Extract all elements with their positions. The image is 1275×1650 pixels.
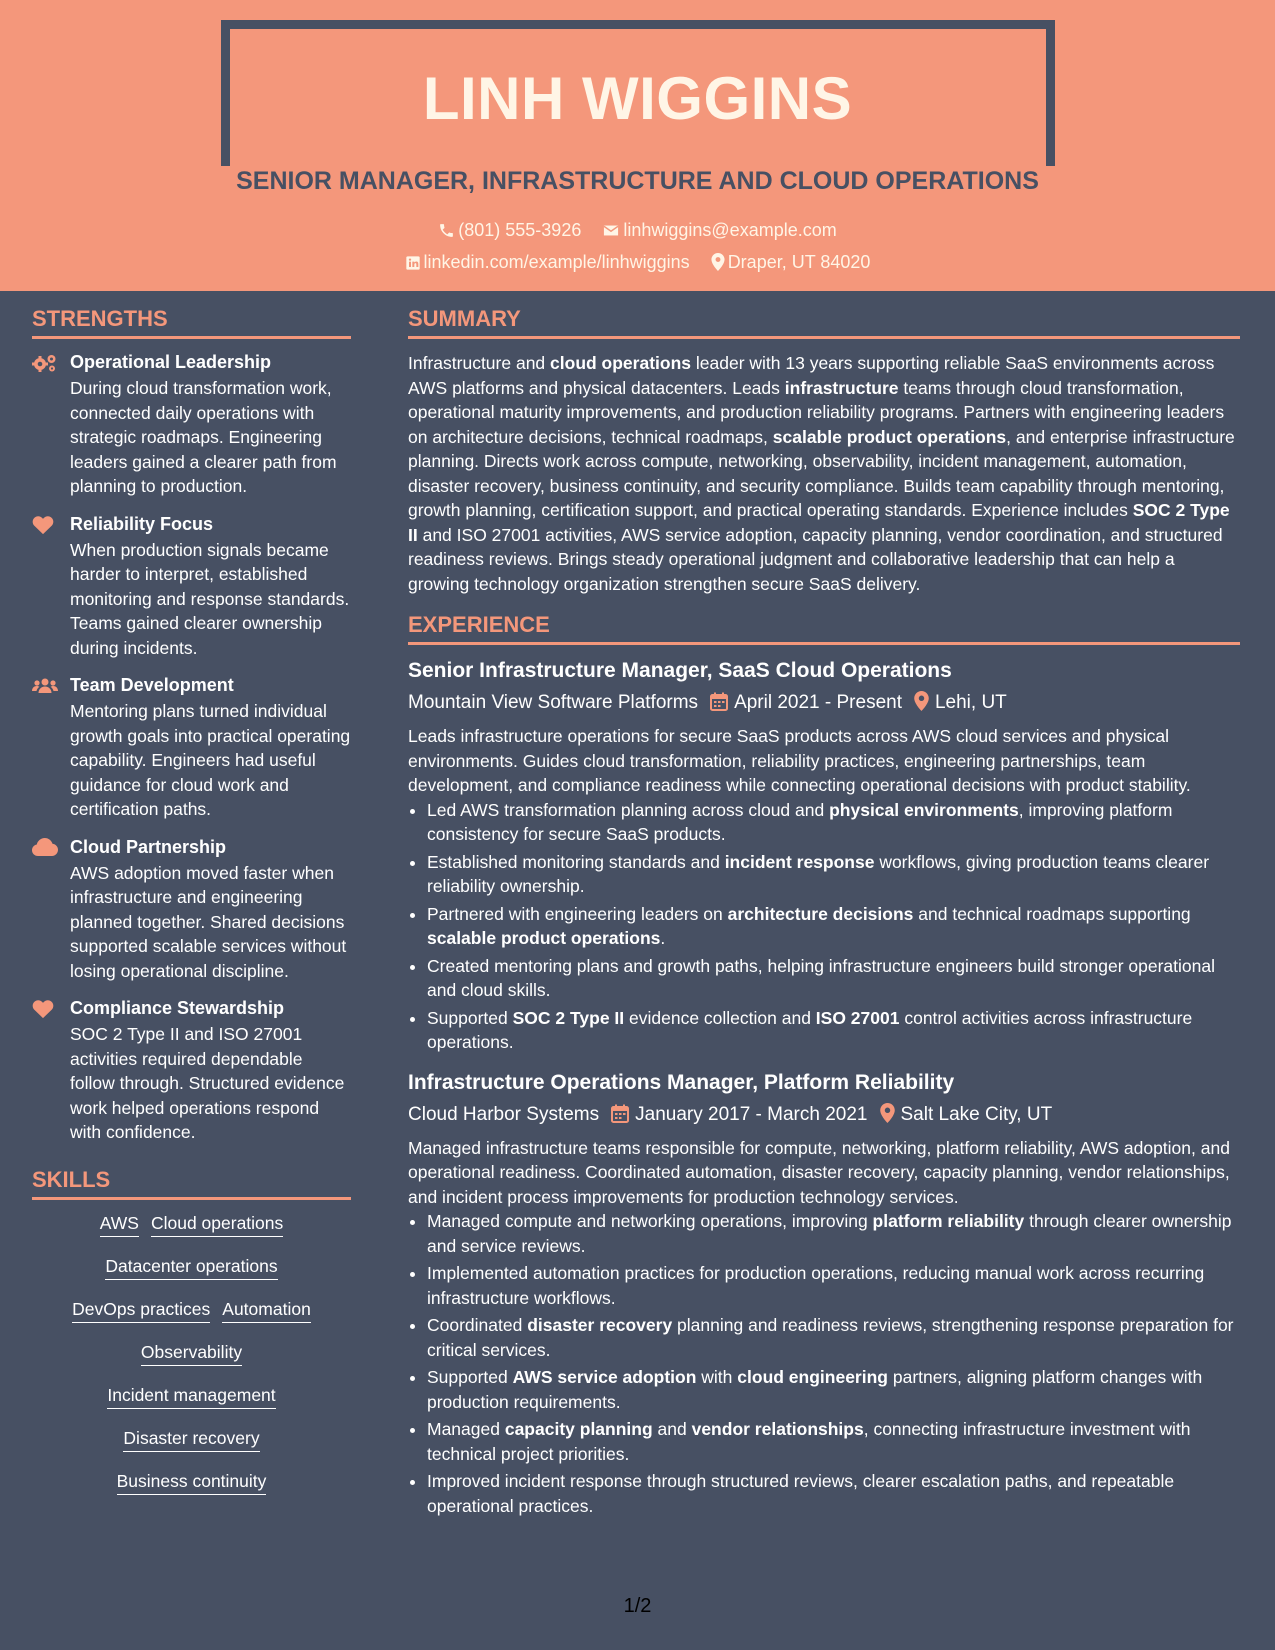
summary-span: and ISO 27001 activities, AWS service adoption, capacity planning, vendor coordination, and structured readiness reviews. Brings steady operational judgment and collaborative leadership that can help a growing technology organization strengthen secure SaaS delivery. (408, 524, 1223, 594)
job-bullets (408, 1209, 1240, 1518)
skills-list (32, 1212, 351, 1495)
strength-text: Mentoring plans turned individual growth goals into practical operating capability. Engineers had useful guidance for cloud work and certification paths. (70, 701, 351, 819)
contact-row-2 (0, 252, 1275, 273)
bullet-span: partners, aligning platform changes with production requirements. (427, 1367, 1203, 1412)
skill-tag: Disaster recovery (123, 1427, 259, 1452)
email-text[interactable]: linhwiggins@example.com (623, 220, 837, 240)
bullet-span: Partnered with engineering leaders on (427, 903, 728, 924)
job-bullet (427, 1365, 1240, 1414)
calendar-icon (710, 692, 728, 711)
job-entry (408, 1069, 1240, 1519)
bullet-span: planning and readiness reviews, strengthening response preparation for critical services. (427, 1315, 1234, 1360)
bullet-bold: vendor relationships (691, 1419, 864, 1439)
bullet-bold: disaster recovery (527, 1315, 673, 1335)
bullet-span: , connecting infrastructure investment with technical project priorities. (427, 1419, 1191, 1464)
users-icon (32, 676, 58, 696)
bullet-span: Coordinated (427, 1315, 528, 1335)
linkedin-text[interactable]: linkedin.com/example/linhwiggins (423, 252, 690, 272)
linkedin-item[interactable] (405, 252, 690, 273)
strength-item (32, 997, 351, 1145)
summary-bold: cloud operations (550, 353, 692, 373)
summary-bold: infrastructure (784, 377, 899, 398)
strength-text: SOC 2 Type II and ISO 27001 activities required dependable follow through. Structured evidence work helped operations respond with confidence. (70, 1024, 345, 1142)
bullet-bold: capacity planning (504, 1419, 653, 1439)
strength-item (32, 836, 351, 984)
gears-icon (32, 353, 58, 373)
strength-text: When production signals became harder to interpret, established monitoring and response standards. Teams gained clearer ownership during incidents. (70, 539, 350, 658)
strength-title: Team Development (70, 675, 234, 695)
summary-span: leader with 13 years supporting reliable SaaS environments across AWS platforms and physical datacenters. Leads (408, 353, 1215, 398)
company-name: Cloud Harbor Systems (408, 1103, 600, 1125)
strength-item (32, 674, 351, 822)
skills-heading: SKILLS (32, 1167, 351, 1200)
page-number: 1/2 (623, 1595, 652, 1617)
bullet-span: through clearer ownership and service reviews. (427, 1211, 1232, 1256)
skill-row (32, 1384, 351, 1409)
bullet-bold: SOC 2 Type II (512, 1007, 625, 1028)
job-description: Managed infrastructure teams responsible for compute, networking, platform reliability, AWS adoption, and operational readiness. Coordinated automation, disaster recovery, capacity planning, vendor relationships, and incident process improvements for production technology services. (408, 1137, 1230, 1207)
job-bullet (427, 1261, 1240, 1310)
location-item (711, 252, 871, 273)
map-pin-icon (914, 691, 929, 711)
job-dates: January 2017 - March 2021 (635, 1103, 868, 1125)
job-title: Senior Infrastructure Manager, SaaS Cloud Operations (408, 659, 952, 682)
bullet-span: evidence collection and (624, 1007, 816, 1028)
skill-tag: DevOps practices (72, 1298, 210, 1323)
job-meta (408, 1102, 1240, 1128)
job-title: Infrastructure Operations Manager, Platform Reliability (408, 1070, 955, 1094)
strength-title: Compliance Stewardship (70, 998, 285, 1018)
resume-header (0, 0, 1275, 291)
job-title: SENIOR MANAGER, INFRASTRUCTURE AND CLOUD OPERATIONS (236, 167, 1039, 195)
contact-row (0, 220, 1275, 241)
job-bullet (427, 902, 1240, 951)
skill-row (32, 1427, 351, 1452)
left-column (32, 306, 351, 1513)
bullet-bold: cloud engineering (737, 1367, 888, 1387)
experience-heading: EXPERIENCE (408, 612, 1240, 645)
strength-title: Operational Leadership (70, 352, 272, 372)
summary-heading: SUMMARY (408, 306, 1240, 339)
bullet-span: Managed (427, 1419, 505, 1439)
heart-icon (32, 999, 54, 1019)
strength-text: AWS adoption moved faster when infrastructure and engineering planned together. Shared decisions supported scalable services without losing operational discipline. (70, 862, 347, 981)
phone-text: (801) 555-3926 (458, 220, 582, 240)
strengths-heading: STRENGTHS (32, 306, 351, 339)
bullet-span: and technical roadmaps supporting (913, 903, 1191, 924)
strength-title: Reliability Focus (70, 513, 214, 534)
bullet-span: with (696, 1367, 738, 1387)
linkedin-icon (405, 255, 421, 271)
bullet-span: Led AWS transformation planning across cloud and (427, 799, 830, 820)
bullet-bold: platform reliability (872, 1211, 1025, 1231)
summary-span: Infrastructure and (408, 353, 551, 373)
location-text: Draper, UT 84020 (727, 252, 871, 272)
skill-row (32, 1341, 351, 1366)
job-entry (408, 657, 1240, 1055)
job-location: Salt Lake City, UT (900, 1103, 1053, 1125)
skill-row (32, 1212, 351, 1237)
job-bullet (427, 1417, 1240, 1466)
strength-item (32, 513, 351, 661)
bullet-span: Improved incident response through structured reviews, clearer escalation paths, and repeatable operational practices. (427, 1471, 1175, 1516)
bullet-bold: ISO 27001 (815, 1007, 900, 1028)
map-pin-icon (711, 253, 725, 271)
summary-bold: SOC 2 Type II (408, 500, 1230, 545)
bullet-bold: architecture decisions (727, 903, 914, 924)
job-description: Leads infrastructure operations for secure SaaS products across AWS cloud services and physical environments. Guides cloud transformation, reliability practices, engineering partnerships, team development, and compliance readiness while connecting operational decisions with product stability. (408, 726, 1191, 795)
job-bullet (427, 1313, 1240, 1362)
skill-row (32, 1255, 351, 1280)
bullet-bold: physical environments (829, 799, 1019, 820)
email-item[interactable] (602, 220, 836, 241)
job-meta (408, 690, 1240, 716)
job-bullet (427, 850, 1240, 899)
skill-row (32, 1470, 351, 1495)
skill-tag: Datacenter operations (105, 1255, 277, 1280)
bullet-bold: AWS service adoption (512, 1367, 697, 1387)
phone-icon (438, 222, 455, 239)
envelope-icon (602, 222, 620, 239)
company-name: Mountain View Software Platforms (408, 692, 699, 713)
strength-item (32, 351, 351, 499)
summary-text (408, 351, 1240, 596)
bullet-span: Supported (427, 1367, 513, 1387)
job-location: Lehi, UT (934, 692, 1007, 713)
job-dates: April 2021 - Present (734, 692, 902, 713)
skill-tag: Cloud operations (151, 1212, 283, 1237)
bullet-bold: scalable product operations (427, 928, 661, 948)
skill-tag: Business continuity (117, 1470, 267, 1495)
skill-tag: AWS (100, 1212, 139, 1237)
calendar-icon (611, 1104, 629, 1123)
heart-icon (32, 515, 54, 535)
right-column (408, 306, 1240, 1532)
bullet-span: Implemented automation practices for production operations, reducing manual work across recurring infrastructure workflows. (427, 1263, 1205, 1308)
bullet-bold: incident response (724, 851, 875, 872)
bullet-span: Established monitoring standards and (427, 851, 725, 872)
bullet-span: Managed compute and networking operations, improving (427, 1211, 873, 1231)
skill-tag: Incident management (107, 1384, 275, 1409)
strength-text: During cloud transformation work, connected daily operations with strategic roadmaps. Engineering leaders gained a clearer path from planning to production. (70, 378, 337, 496)
bullet-span: . (660, 928, 666, 948)
job-bullet (427, 1006, 1240, 1055)
skill-tag: Observability (141, 1341, 242, 1366)
bullet-span: control activities across infrastructure operations. (427, 1007, 1193, 1052)
map-pin-icon (880, 1103, 895, 1123)
job-bullet (427, 798, 1240, 847)
bullet-span: , improving platform consistency for secure SaaS products. (427, 799, 1173, 844)
skill-tag: Automation (222, 1298, 311, 1323)
job-bullet (427, 1209, 1240, 1258)
job-bullet (427, 1469, 1240, 1518)
summary-span: , and enterprise infrastructure planning. Directs work across compute, networking, observability, incident management, automation, disaster recovery, business continuity, and security compliance. Builds team capability through mentoring, growth planning, certification support, and practical operating standards. Experience includes (408, 426, 1235, 520)
candidate-name: LINH WIGGINS (422, 65, 853, 132)
strength-title: Cloud Partnership (70, 836, 227, 857)
bullet-span: Created mentoring plans and growth paths, helping infrastructure engineers build stronger operational and cloud skills. (427, 955, 1215, 1000)
cloud-icon (32, 838, 58, 856)
summary-bold: scalable product operations (772, 426, 1007, 447)
summary-span: teams through cloud transformation, operational maturity improvements, and production reliability programs. Partners with engineering leaders on architecture decisions, technical roadmaps, (408, 377, 1225, 447)
bullet-span: and (652, 1419, 692, 1439)
bullet-span: workflows, giving production teams clearer reliability ownership. (427, 851, 1210, 896)
skill-row (32, 1298, 351, 1323)
job-bullet (427, 954, 1240, 1003)
phone-item (438, 220, 581, 241)
bullet-span: Supported (427, 1007, 513, 1028)
job-bullets (408, 798, 1240, 1055)
